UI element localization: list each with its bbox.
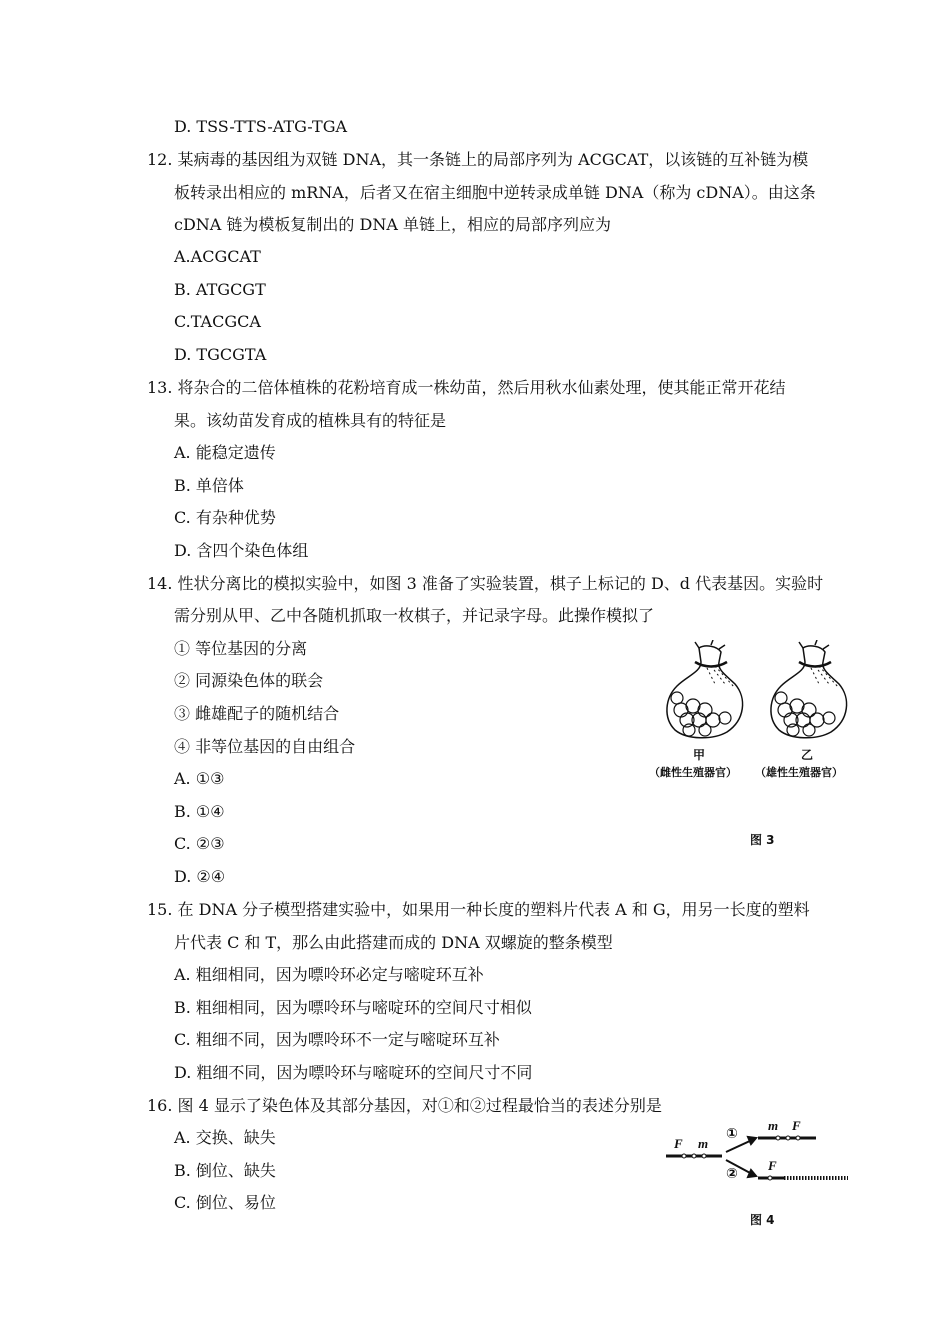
q12-stem-line3: cDNA 链为模板复制出的 DNA 单链上，相应的局部序列应为 [174, 215, 611, 234]
bag-yi-name: 乙 [801, 748, 814, 762]
q12-option-d: D. TGCGTA [174, 345, 267, 364]
step-1-label: ① [726, 1126, 738, 1142]
gene-f-label-product2: F [768, 1158, 777, 1173]
q14-item-2: ② 同源染色体的联会 [174, 671, 324, 690]
bag-jia-desc: （雌性生殖器官） [649, 766, 737, 779]
q14-item-1: ① 等位基因的分离 [174, 639, 308, 658]
q14-option-c: C. ②③ [174, 834, 225, 853]
q14-option-b: B. ①④ [174, 802, 225, 821]
gene-f-label: F [674, 1136, 683, 1151]
bag-yi-icon [771, 640, 847, 738]
q16-option-b: B. 倒位、缺失 [174, 1161, 276, 1180]
q12-stem-line2: 板转录出相应的 mRNA，后者又在宿主细胞中逆转录成单链 DNA（称为 cDNA）。由这条 [174, 183, 816, 202]
q14-stem-line2: 需分别从甲、乙中各随机抓取一枚棋子，并记录字母。此操作模拟了 [174, 606, 655, 625]
q14-option-a: A. ①③ [174, 769, 225, 788]
q14-item-3: ③ 雌雄配子的随机结合 [174, 704, 340, 723]
figure-4-caption: 图 4 [750, 1213, 775, 1227]
q13-option-b: B. 单倍体 [174, 476, 244, 495]
q14-stem-line1: 14. 性状分离比的模拟实验中，如图 3 准备了实验装置，棋子上标记的 D、d 代表基因。实验时 [147, 574, 824, 593]
gene-m-label-product1: m [768, 1118, 779, 1133]
q14-option-d: D. ②④ [174, 867, 226, 886]
q15-option-c: C. 粗细不同，因为嘌呤环不一定与嘧啶环互补 [174, 1030, 500, 1049]
step-2-label: ② [726, 1166, 738, 1182]
bag-jia-name: 甲 [693, 748, 706, 762]
q14-item-4: ④ 非等位基因的自由组合 [174, 737, 356, 756]
q15-stem-line1: 15. 在 DNA 分子模型搭建实验中，如果用一种长度的塑料片代表 A 和 G，用另一长度的塑料 [147, 900, 810, 919]
q12-option-c: C.TACGCA [174, 312, 261, 331]
q15-option-a: A. 粗细相同，因为嘌呤环必定与嘧啶环互补 [174, 965, 484, 984]
q13-option-a: A. 能稳定遗传 [174, 443, 276, 462]
q12-stem-line1: 12. 某病毒的基因组为双链 DNA，其一条链上的局部序列为 ACGCAT，以该链的互补链为模 [147, 150, 809, 169]
q16-option-a: A. 交换、缺失 [174, 1128, 276, 1147]
gene-m-label: m [698, 1136, 709, 1151]
q15-stem-line2: 片代表 C 和 T，那么由此搭建而成的 DNA 双螺旋的整条模型 [174, 933, 613, 952]
q16-stem-line1: 16. 图 4 显示了染色体及其部分基因，对①和②过程最恰当的表述分别是 [147, 1096, 662, 1115]
bag-yi-desc: （雄性生殖器官） [755, 766, 843, 779]
figure-4 [664, 1118, 854, 1188]
q13-stem-line2: 果。该幼苗发育成的植株具有的特征是 [174, 411, 447, 430]
gene-f-label-product1: F [792, 1118, 801, 1133]
q16-option-c: C. 倒位、易位 [174, 1193, 276, 1212]
q12-option-a: A.ACGCAT [174, 247, 261, 266]
figure-3-caption: 图 3 [750, 833, 775, 847]
q15-option-d: D. 粗细不同，因为嘌呤环与嘧啶环的空间尺寸不同 [174, 1063, 533, 1082]
bag-illustration [655, 640, 865, 750]
q15-option-b: B. 粗细相同，因为嘌呤环与嘧啶环的空间尺寸相似 [174, 998, 532, 1017]
q13-stem-line1: 13. 将杂合的二倍体植株的花粉培育成一株幼苗，然后用秋水仙素处理，使其能正常开花结 [147, 378, 786, 397]
q11-option-d: D. TSS-TTS-ATG-TGA [174, 117, 348, 136]
q13-option-d: D. 含四个染色体组 [174, 541, 309, 560]
q13-option-c: C. 有杂种优势 [174, 508, 276, 527]
chromosome-diagram [664, 1118, 854, 1188]
bag-jia-icon [667, 640, 743, 738]
figure-3 [649, 640, 865, 790]
q12-option-b: B. ATGCGT [174, 280, 266, 299]
